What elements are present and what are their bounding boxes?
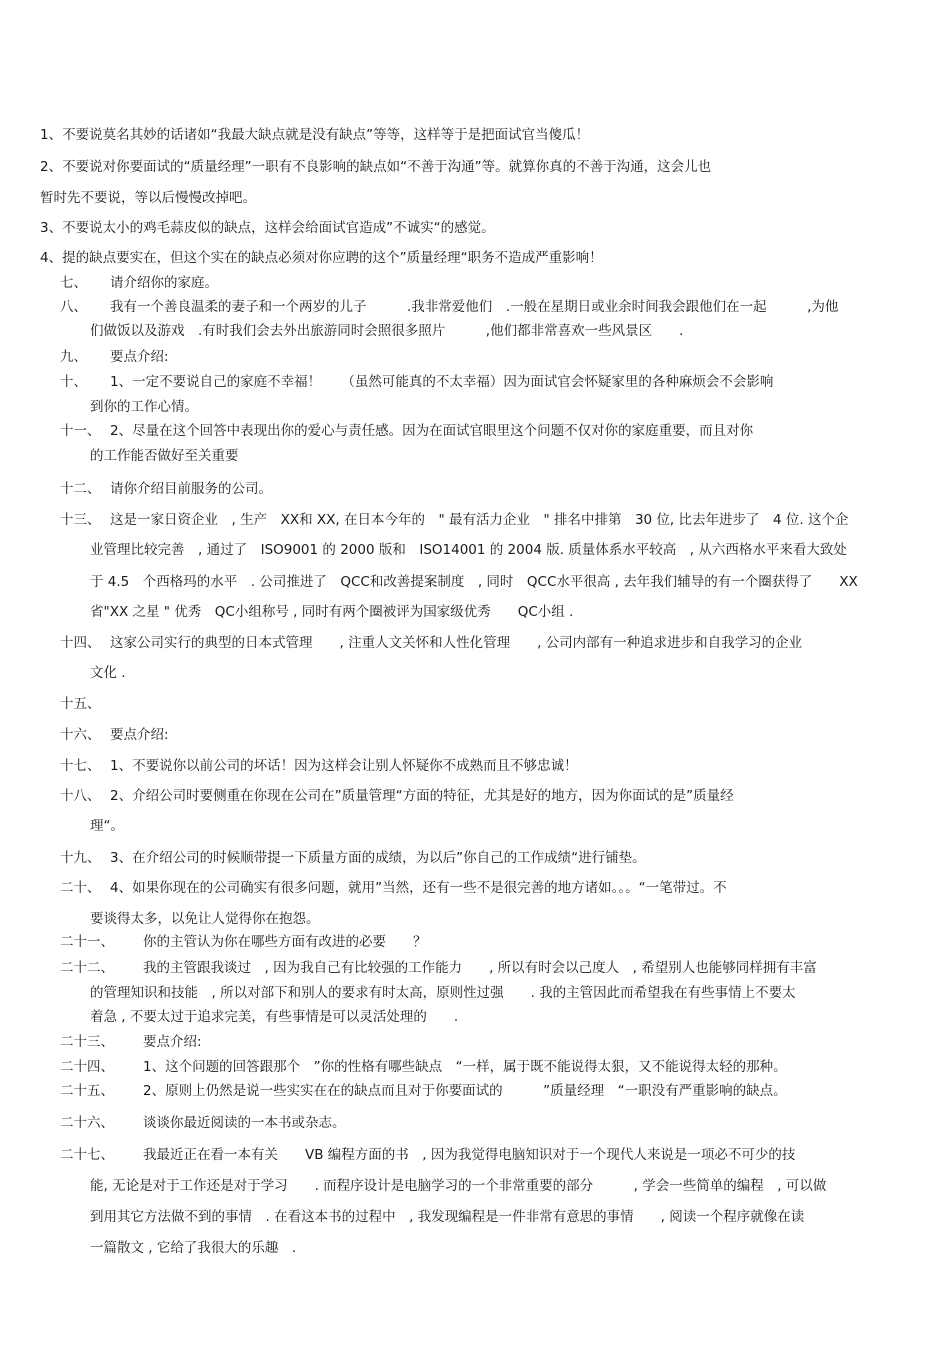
item-number: 八、 [60,299,87,315]
item-text: 1、一定不要说自己的家庭不幸福！ （虽然可能真的不太幸福）因为面试官会怀疑家里的各种麻烦会不会影响 [110,374,774,390]
item-text: 这是一家日资企业 , 生产 XX和 XX, 在日本今年的 " 最有活力企业 " 排名中排第 30 位, 比去年进步了 4 位. 这个企 [110,512,849,528]
item-number: 十四、 [60,635,101,651]
item-text: 2、介绍公司时要侧重在你现在公司在”质量管理“方面的特征，尤其是好的地方，因为你面试的是”质量经 [110,788,734,804]
item-number: 十六、 [60,727,101,743]
item-text: 1、不要说你以前公司的坏话！因为这样会让别人怀疑你不成熟而且不够忠诚！ [110,758,578,774]
item-text: 请介绍你的家庭。 [110,275,218,291]
item-number: 十七、 [60,758,101,774]
tip-line: 暂时先不要说，等以后慢慢改掉吧。 [40,190,256,206]
item-text: 我的主管跟我谈过 , 因为我自己有比较强的工作能力 , 所以有时会以己度人 , 希望别人也能够同样拥有丰富 [143,960,817,976]
item-number: 十三、 [60,512,101,528]
item-text: 我最近正在看一本有关 VB 编程方面的书 , 因为我觉得电脑知识对于一个现代人来说是一项必不可少的技 [143,1147,796,1163]
item-text: 3、在介绍公司的时候顺带提一下质量方面的成绩，为以后”你自己的工作成绩“进行铺垫。 [110,850,646,866]
item-text: 要点介绍: [110,349,169,365]
item-text: 你的主管认为你在哪些方面有改进的必要 ？ [143,934,427,950]
item-number: 二十三、 [60,1034,114,1050]
item-number: 二十一、 [60,934,114,950]
item-number: 二十四、 [60,1059,114,1075]
item-text: 2、尽量在这个回答中表现出你的爱心与责任感。因为在面试官眼里这个问题不仅对你的家庭重要，而且对你 [110,423,754,439]
item-number: 十一、 [60,423,101,439]
item-number: 十八、 [60,788,101,804]
tip-line: 4、提的缺点要实在，但这个实在的缺点必须对你应聘的这个”质量经理“职务不造成严重影响！ [40,250,603,266]
item-text: 要谈得太多，以免让人觉得你在抱怨。 [90,911,320,927]
item-text: 我有一个善良温柔的妻子和一个两岁的儿子 .我非常爱他们 .一般在星期日或业余时间我会跟他们在一起 ,为他 [110,299,839,315]
item-text: 请你介绍目前服务的公司。 [110,481,272,497]
item-number: 二十六、 [60,1115,114,1131]
item-number: 二十五、 [60,1083,114,1099]
item-text: 的工作能否做好至关重要 [90,448,239,464]
item-number: 十五、 [60,696,101,712]
item-text: 4、如果你现在的公司确实有很多问题，就用”当然，还有一些不是很完善的地方诸如。。。“一笔带过。不 [110,880,727,896]
tip-line: 1、不要说莫名其妙的话诸如“我最大缺点就是没有缺点”等等，这样等于是把面试官当傻瓜！ [40,127,590,143]
item-number: 十二、 [60,481,101,497]
item-text: 业管理比较完善 , 通过了 ISO9001 的 2000 版和 ISO14001 的 2004 版. 质量体系水平较高 , 从六西格水平来看大致处 [90,542,847,558]
item-text: 谈谈你最近阅读的一本书或杂志。 [143,1115,346,1131]
item-text: 1、这个问题的回答跟那个 ”你的性格有哪些缺点 “一样，属于既不能说得太狠，又不能说得太轻的那种。 [143,1059,787,1075]
item-text: 到你的工作心情。 [90,399,198,415]
item-text: 能, 无论是对于工作还是对于学习 . 而程序设计是电脑学习的一个非常重要的部分 , 学会一些简单的编程 , 可以做 [90,1178,827,1194]
item-text: 一篇散文 , 它给了我很大的乐趣 . [90,1240,297,1256]
item-number: 七、 [60,275,87,291]
item-number: 九、 [60,349,87,365]
item-text: 文化 . [90,665,126,681]
item-text: 省"XX 之星 " 优秀 QC小组称号 , 同时有两个圈被评为国家级优秀 QC小组 . [90,604,574,620]
item-number: 二十二、 [60,960,114,976]
item-text: 们做饭以及游戏 .有时我们会去外出旅游同时会照很多照片 ,他们都非常喜欢一些风景区 . [90,323,684,339]
item-text: 着急 , 不要太过于追求完美，有些事情是可以灵活处理的 . [90,1009,459,1025]
item-text: 到用其它方法做不到的事情 . 在看这本书的过程中 , 我发现编程是一件非常有意思的事情 , 阅读一个程序就像在读 [90,1209,805,1225]
item-text: 理“。 [90,818,124,834]
tip-line: 3、不要说太小的鸡毛蒜皮似的缺点，这样会给面试官造成”不诚实“的感觉。 [40,220,495,236]
item-text: 这家公司实行的典型的日本式管理 , 注重人文关怀和人性化管理 , 公司内部有一种追求进步和自我学习的企业 [110,635,803,651]
item-text: 于 4.5 个西格玛的水平 . 公司推进了 QCC和改善提案制度 , 同时 QCC水平很高 , 去年我们辅导的有一个圈获得了 XX [90,574,858,590]
item-text: 2、原则上仍然是说一些实实在在的缺点而且对于你要面试的 ”质量经理 “一职没有严重影响的缺点。 [143,1083,787,1099]
item-number: 十、 [60,374,87,390]
item-text: 要点介绍: [143,1034,202,1050]
item-text: 的管理知识和技能 , 所以对部下和别人的要求有时太高，原则性过强 . 我的主管因此而希望我在有些事情上不要太 [90,985,796,1001]
item-number: 二十、 [60,880,101,896]
tip-line: 2、不要说对你要面试的“质量经理”一职有不良影响的缺点如“不善于沟通”等。就算你真的不善于沟通，这会儿也 [40,159,712,175]
item-number: 十九、 [60,850,101,866]
item-text: 要点介绍: [110,727,169,743]
item-number: 二十七、 [60,1147,114,1163]
